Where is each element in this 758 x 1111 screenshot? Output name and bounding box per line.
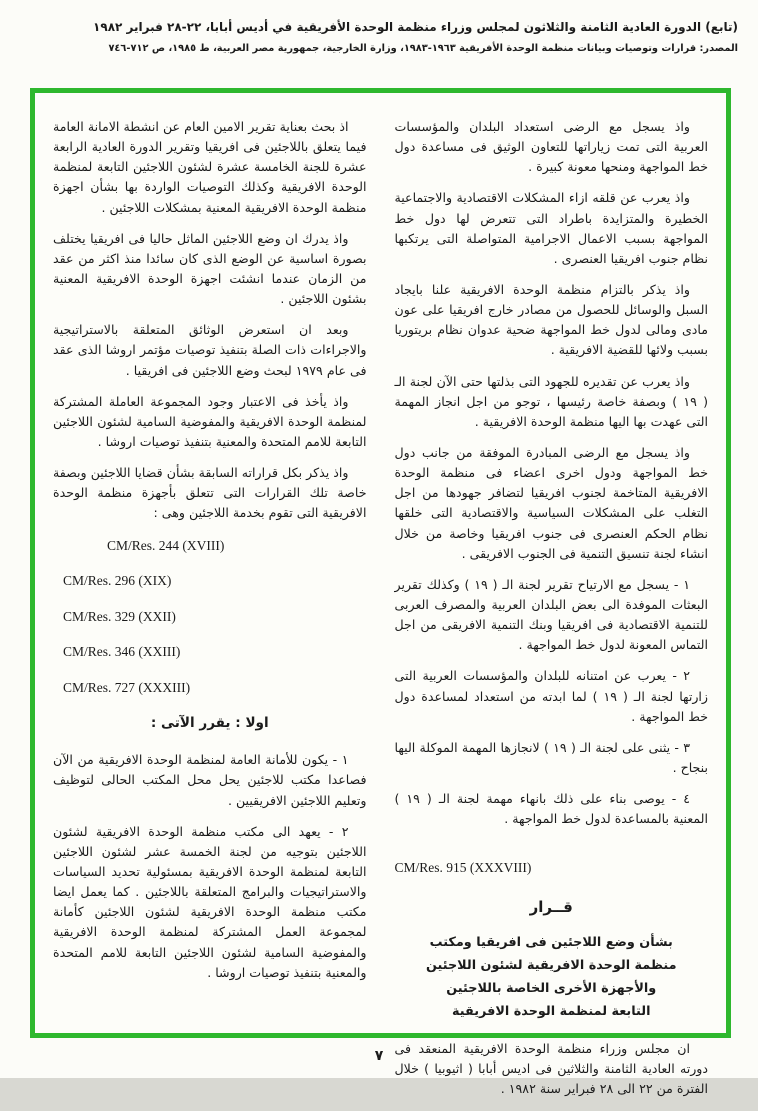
section-heading: اولا : يقرر الآتى : bbox=[150, 714, 269, 731]
column-left bbox=[53, 117, 367, 1111]
resolution-ref: CM/Res. 727 (XXXIII) bbox=[63, 679, 191, 695]
document-frame bbox=[30, 88, 731, 1097]
subject-line: بشأن وضع اللاجئين فى افريقيا ومكتب bbox=[429, 934, 673, 950]
numbered-item: ٣ - يثنى على لجنة الـ ( ١٩ ) لانجازها المهمة الموكلة اليها بنجاح . bbox=[394, 739, 708, 775]
document-title: (تابع) الدورة العادية الثامنة والثلاثون لمجلس وزراء منظمة الوحدة الأفريقية في أديس أبابا، ٢٢-٢٨ فبراير ١٩٨٢ bbox=[93, 20, 738, 34]
paragraph: اذ بحث بعناية تقرير الامين العام عن انشطة الامانة العامة فيما يتعلق باللاجئين فى افريقيا وتقرير الدورة العادية الرابعة عشرة للجنة الخامسة عشرة لشئون اللاجئين التابعة لمنظمة الوحدة الافريقية وكذلك التوصيات الواردة بها بشأن اجهزة منظمة الوحدة الافريقية المعنية بمشكلات اللاجئين . bbox=[53, 119, 367, 215]
resolution-ref: CM/Res. 244 (XVIII) bbox=[107, 537, 225, 553]
subject-line: التابعة لمنظمة الوحدة الافريقية bbox=[452, 1004, 651, 1020]
resolution-subject bbox=[395, 931, 709, 1023]
numbered-item: ٢ - يعرب عن امتنانه للبلدان والمؤسسات العربية التى زارتها لجنة الـ ( ١٩ ) لما ابدته من استعداد لمساعدة دول خط المواجهة . bbox=[394, 668, 709, 724]
subject-line: منظمة الوحدة الافريقية لشئون اللاجئين bbox=[425, 957, 677, 973]
document-source: المصدر: قرارات وتوصيات وبيانات منظمة الوحدة الأفريقية ١٩٦٣-١٩٨٣، وزارة الخارجية، جمهورية مصر العربية، ط ١٩٨٥، ص ٧١٢-٧٤٦ bbox=[108, 43, 738, 54]
resolution-ref: CM/Res. 346 (XXIII) bbox=[63, 644, 181, 660]
decision-paragraph: ٢ - يعهد الى مكتب منظمة الوحدة الافريقية لشئون اللاجئين بتوجيه من لجنة الخمسة عشر لشئون اللاجئين التابعة لمنظمة الوحدة الافريقية بمسئولية تحديد السياسات والاستراتيجيات والبرامج المتعلقة باللاجئين . كما يعمل ايضا مكتب منظمة الوحدة الافريقية لشئون اللاجئين كأمانة لمجموعة العمل المشتركة لمنظمة الوحدة الافريقية والمفوضية السامية لشئون اللاجئين التابعة للامم المتحدة والمعنية بتنفيذ توصيات اروشا . bbox=[53, 823, 367, 980]
paragraph: واذ يذكر بالتزام منظمة الوحدة الافريقية علنا بايجاد السبل والوسائل للحصول من مصادر خارج افريقيا على عون مادى ومالى لدول خط المواجهة ضحية عدوان نظام بريتوريا بسبب ولائها للقضية الافريقية . bbox=[394, 281, 708, 358]
two-column-layout bbox=[53, 117, 708, 1111]
closing-paragraph: ان مجلس وزراء منظمة الوحدة الافريقية المنعقد فى دورته العادية الثامنة والثلاثين فى اديس أبابا ( اثيوبيا ) خلال الفترة من ٢٢ الى ٢٨ فبراير سنة ١٩٨٢ . bbox=[394, 1041, 708, 1097]
numbered-item: ٤ - يوصى بناء على ذلك بانهاء مهمة لجنة الـ ( ١٩ ) المعنية بالمساعدة لدول خط المواجهة . bbox=[394, 791, 708, 827]
resolution-ref: CM/Res. 329 (XXII) bbox=[63, 608, 176, 624]
subject-line: والأجهزة الأخرى الخاصة باللاجئين bbox=[446, 981, 657, 997]
paragraph: واذ يسجل مع الرضى استعداد البلدان والمؤسسات العربية التى تمت زياراتها للتعاون الوثيق فى مساعدة دول خط المواجهة ومنحها معونة كبيرة . bbox=[394, 119, 708, 175]
paragraph: وبعد ان استعرض الوثائق المتعلقة بالاستراتيجية والاجراءات ذات الصلة بتنفيذ توصيات مؤتمر اروشا الذى عقد فى عام ١٩٧٩ لبحث وضع اللاجئين فى افريقيا . bbox=[53, 322, 367, 378]
resolution-ref: CM/Res. 915 (XXXVIII) bbox=[394, 860, 532, 876]
paragraph: واذ يذكر بكل قراراته السابقة بشأن قضايا اللاجئين وبصفة خاصة تلك القرارات التى تتعلق بأجهزة منظمة الوحدة الافريقية التى تقوم بخدمة اللاجئين وهى : bbox=[53, 465, 367, 521]
paragraph: واذ يعرب عن تقديره للجهود التى بذلتها حتى الآن لجنة الـ ( ١٩ ) وبصفة خاصة رئيسها ، توجو من اجل انجاز المهمة التى عهدت بها اليها منظمة الوحدة الافريقية . bbox=[394, 373, 708, 429]
resolution-ref: CM/Res. 296 (XIX) bbox=[63, 573, 172, 589]
page-number: ٧ bbox=[374, 1048, 384, 1064]
page-header bbox=[14, 20, 738, 54]
resolution-title: قــرار bbox=[529, 897, 573, 916]
column-right bbox=[395, 117, 709, 1111]
numbered-item: ١ - يسجل مع الارتياح تقرير لجنة الـ ( ١٩ ) وكذلك تقرير البعثات الموفدة الى بعض البلدان العربية والمصرف العربى للتنمية الاقتصادية فى افريقيا وبنك التنمية الافريقى من اجل التماس المعونة لدول خط المواجهة . bbox=[394, 576, 708, 653]
paragraph: واذ يأخذ فى الاعتبار وجود المجموعة العاملة المشتركة لمنظمة الوحدة الافريقية والمفوضية السامية لشئون اللاجئين التابعة للامم المتحدة والمعنية بتنفيذ توصيات اروشا . bbox=[53, 393, 367, 449]
paragraph: واذ يعرب عن قلقه ازاء المشكلات الاقتصادية والاجتماعية الخطيرة والمتزايدة باطراد التى تتعرض لها دول خط المواجهة بسبب الاعمال الاجرامية المتواصلة التى يرتكبها نظام جنوب افريقيا العنصرى . bbox=[394, 190, 708, 266]
decision-paragraph: ١ - يكون للأمانة العامة لمنظمة الوحدة الافريقية من الآن فصاعدا مكتب للاجئين يحل محل المكتب الحالى لتوظيف وتعليم اللاجئين الافريقيين . bbox=[53, 752, 367, 808]
paragraph: واذ يسجل مع الرضى المبادرة الموفقة من جانب دول خط المواجهة ودول اخرى اعضاء فى منظمة الوحدة الافريقية المتاخمة لجنوب افريقيا لتضافر جهودها من اجل التغلب على المشكلات السياسية والاقتصادية التى خلقها نظام الحكم العنصرى فى جنوب افريقيا وخاصة من خلال انشاء لجنة تنسيق التنمية فى الجنوب الافريقى . bbox=[394, 444, 708, 561]
paragraph: واذ يدرك ان وضع اللاجئين الماثل حاليا فى افريقيا يختلف بصورة اساسية عن الوضع الذى كان سائدا منذ اكثر من عقد من الزمان عندما انشئت اجهزة الوحدة الافريقية المعنية بشئون اللاجئين . bbox=[53, 230, 367, 307]
resolutions-list bbox=[53, 535, 367, 699]
